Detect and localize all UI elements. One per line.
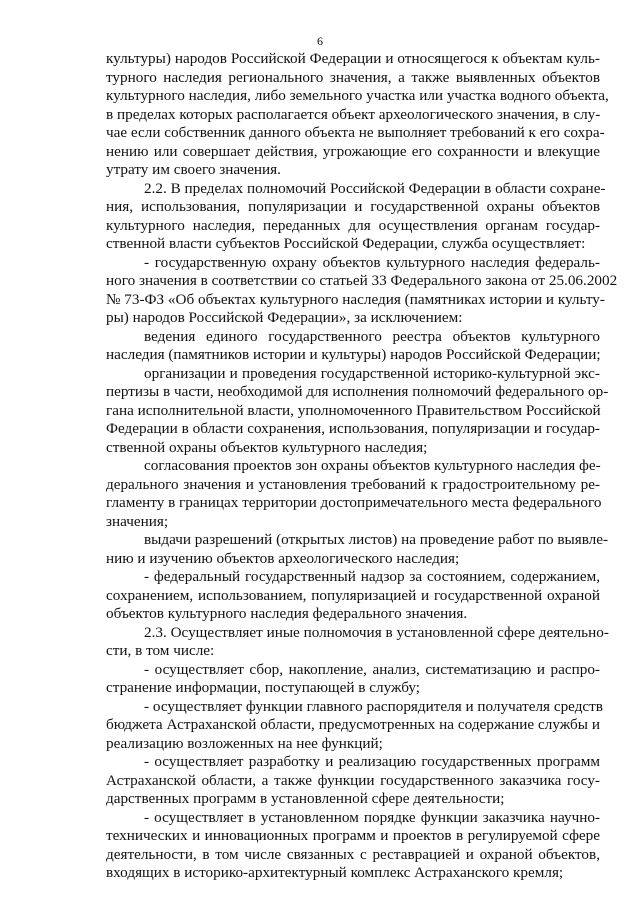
text-line: чае если собственник данного объекта не выполняет требований к его сохра- — [106, 124, 605, 141]
text-line: Астраханской области, а также функции государственного заказчика госу- — [106, 771, 600, 789]
text-line: выдачи разрешений (открытых листов) на проведение работ по выявле- — [144, 531, 609, 548]
text-line: значения; — [106, 512, 169, 530]
text-line: - осуществляет сбор, накопление, анализ, систематизацию и распро- — [144, 660, 600, 678]
text-line: - осуществляет разработку и реализацию государственных программ — [144, 753, 600, 770]
page-number: 6 — [317, 34, 323, 48]
text-line: нию и изучению объектов археологического наследия; — [106, 549, 460, 567]
text-line: нению или совершает действия, угрожающие его сохранности и влекущие — [106, 142, 600, 160]
text-line: культурного наследия, переданных для осуществления органам государ- — [106, 216, 600, 234]
text-line: дарственных программ в установленной сфере деятельности; — [106, 790, 505, 807]
text-line: пертизы в части, необходимой для исполнения полномочий федерального ор- — [106, 383, 609, 400]
text-line: ведения единого государственного реестра объектов культурного — [144, 327, 600, 345]
text-line: Федерации в области сохранения, использования, популяризации и государ- — [106, 420, 600, 437]
text-line: реализацию возложенных на нее функций; — [106, 734, 383, 752]
text-line: - государственную охрану объектов культурного наследия федераль- — [144, 253, 600, 271]
text-line: технических и инновационных программ и проектов в регулируемой сфере — [106, 827, 600, 844]
text-line: - осуществляет в установленном порядке функции заказчика научно- — [144, 808, 600, 826]
text-line: бюджета Астраханской области, предусмотренных на содержание службы и — [106, 716, 600, 733]
text-line: - осуществляет функции главного распорядителя и получателя средств — [144, 697, 603, 715]
text-line: гламенту в границах территории достопримечательного места федерального — [106, 494, 602, 511]
text-line: № 73-ФЗ «Об объектах культурного наследия (памятниках истории и культу- — [106, 290, 605, 308]
text-line: сти, в том числе: — [106, 642, 215, 659]
text-line: объектов культурного наследия федерального значения. — [106, 605, 468, 622]
text-line: турного наследия регионального значения, а также выявленных объектов — [106, 68, 600, 86]
text-line: наследия (памятников истории и культуры) народов Российской Федерации; — [106, 346, 601, 363]
text-line: культурного наследия, либо земельного участка или участка водного объекта, — [106, 87, 609, 104]
text-line: согласования проектов зон охраны объектов культурного наследия фе- — [144, 457, 601, 474]
text-line: в пределах которых располагается объект археологического значения, в слу- — [106, 105, 601, 123]
text-line: 2.2. В пределах полномочий Российской Федерации в области сохране- — [144, 179, 606, 197]
text-line: сохранением, использованием, популяризацией и государственной охраной — [106, 586, 600, 604]
text-line: ры) народов Российской Федерации», за исключением: — [106, 309, 463, 326]
text-line: ного значения в соответствии со статьей 33 Федерального закона от 25.06.2002 — [106, 272, 618, 289]
text-line: утрату им своего значения. — [106, 161, 281, 178]
text-line: ственной охраны объектов культурного наследия; — [106, 438, 428, 456]
text-line: деятельности, в том числе связанных с реставрацией и охраной объектов, — [106, 845, 600, 863]
text-line: странение информации, поступающей в службу; — [106, 679, 421, 696]
text-line: ния, использования, популяризации и государственной охраны объектов — [106, 198, 600, 215]
text-line: культуры) народов Российской Федерации и относящегося к объектам куль- — [106, 50, 600, 67]
text-line: - федеральный государственный надзор за состоянием, содержанием, — [144, 568, 600, 585]
text-line: входящих в историко-архитектурный комплекс Астраханского кремля; — [106, 864, 564, 881]
text-line: ственной власти субъектов Российской Федерации, служба осуществляет: — [106, 235, 586, 252]
text-line: гана исполнительной власти, уполномоченного Правительством Российской — [106, 401, 601, 419]
text-line: организации и проведения государственной историко-культурной экс- — [144, 364, 600, 382]
text-line: дерального значения и установления требований к градостроительному ре- — [106, 475, 600, 493]
body-text — [106, 50, 618, 883]
text-line: 2.3. Осуществляет иные полномочия в установленной сфере деятельно- — [144, 623, 609, 641]
